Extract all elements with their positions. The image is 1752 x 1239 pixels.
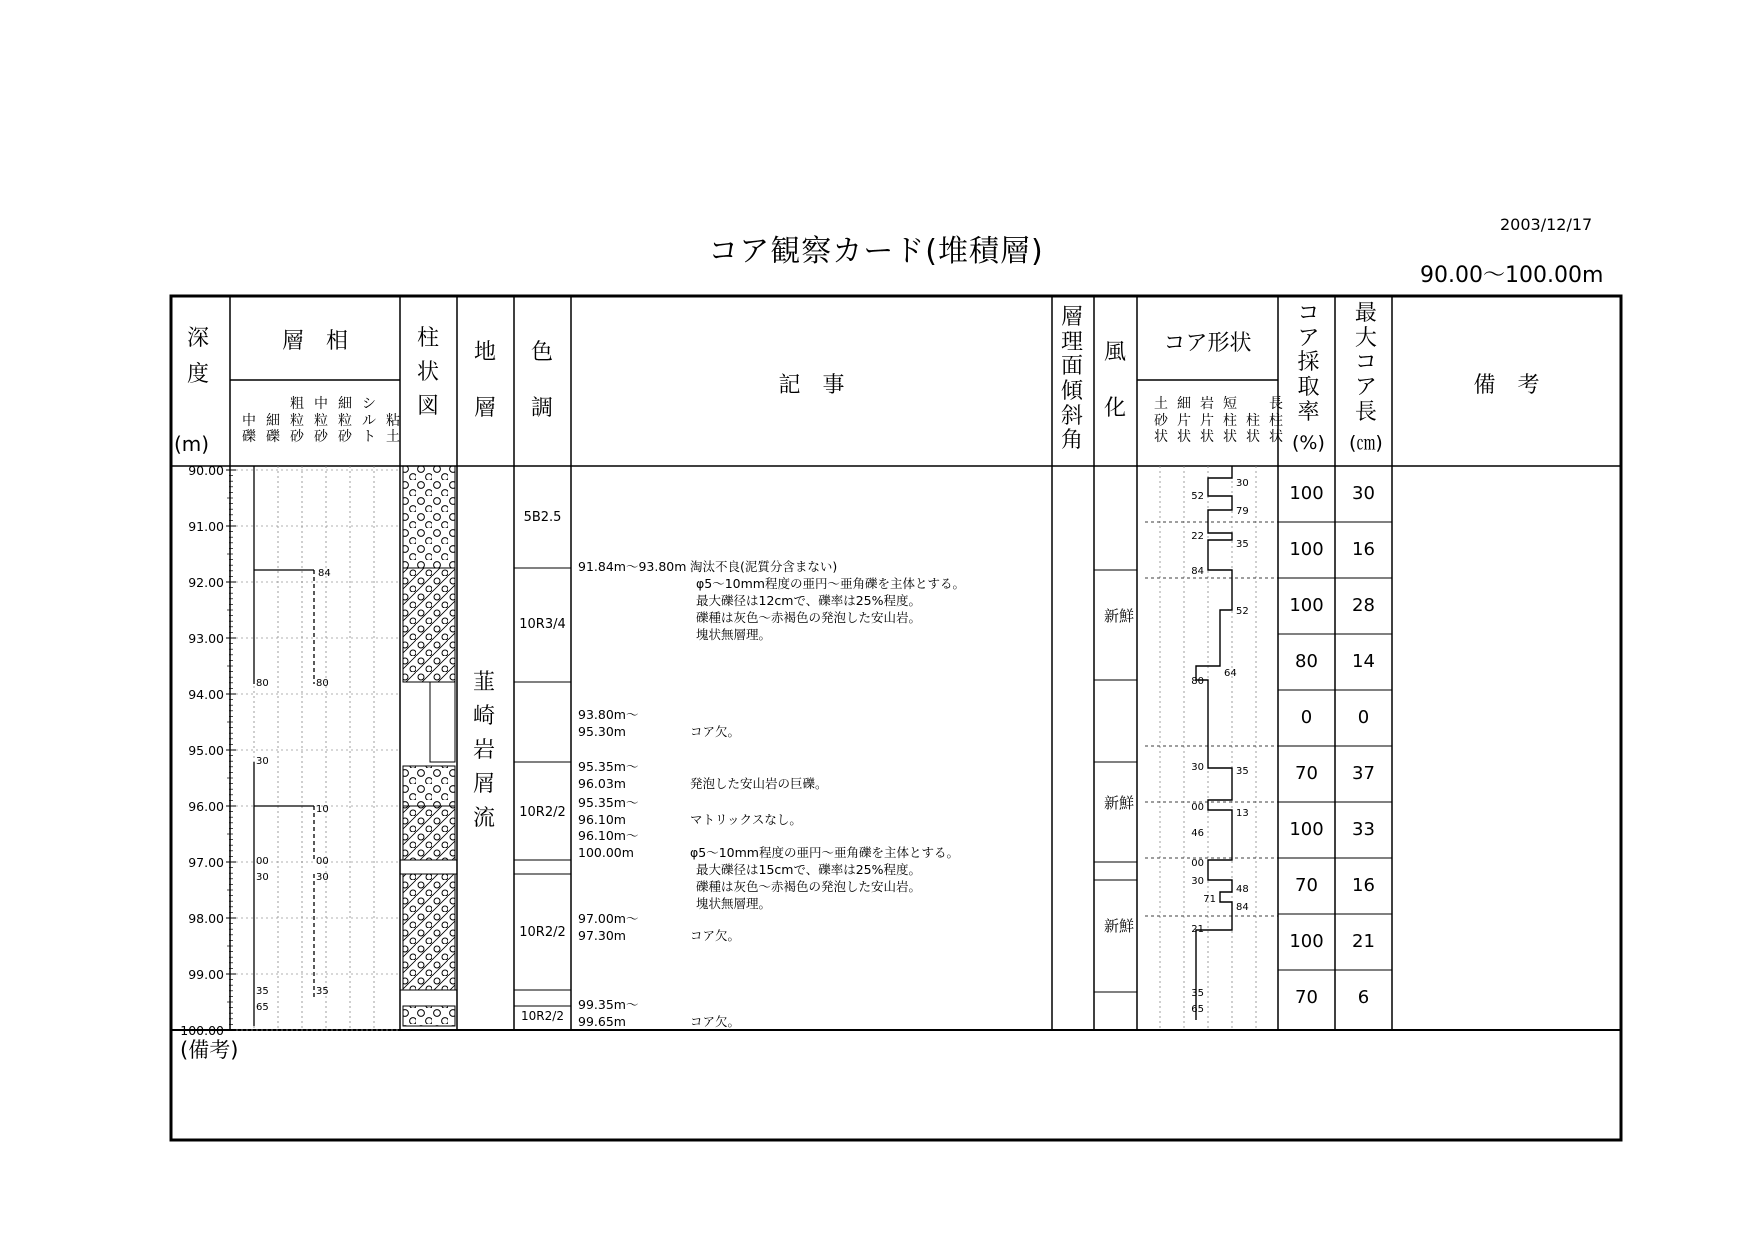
header-depth: 深 度 — [187, 326, 210, 387]
depth-tick-label: 93.00 — [188, 631, 224, 646]
row-value: 6 — [1357, 987, 1370, 1008]
depth-tick-label: 100.00 — [180, 1023, 224, 1038]
core-row-lines — [1145, 522, 1278, 916]
row-value: 100 — [1289, 931, 1324, 952]
date: 2003/12/17 — [1500, 215, 1593, 234]
header-max-core: 最 大 コ ア 長 (㎝) — [1349, 301, 1383, 455]
core-label: 71 — [1203, 894, 1216, 905]
row-value: 70 — [1295, 763, 1318, 784]
core-label: 35 — [1236, 766, 1249, 777]
row-value: 100 — [1289, 819, 1324, 840]
facies-label: 84 — [318, 568, 331, 579]
facies-label: 35 — [256, 986, 269, 997]
description-line: コア欠。 — [690, 724, 741, 739]
description-entry — [578, 706, 740, 740]
description-entry — [578, 827, 959, 912]
sub-header: 粘 土 — [386, 412, 400, 446]
sub-header: シ ル ト — [362, 396, 376, 446]
core-label: 22 — [1191, 531, 1204, 542]
core-label: 52 — [1191, 491, 1204, 502]
description-line: 最大礫径は15cmで、礫率は25%程度。 — [696, 862, 921, 877]
description-depth: 91.84m〜93.80m — [578, 559, 687, 574]
color-value: 10R2/2 — [519, 805, 566, 820]
description-line: マトリックスなし。 — [690, 812, 802, 827]
description-line: φ5〜10mm程度の亜円〜亜角礫を主体とする。 — [690, 845, 959, 860]
depth-tick-label: 94.00 — [188, 687, 224, 702]
row-value: 100 — [1289, 483, 1324, 504]
facies-label: 65 — [256, 1002, 269, 1013]
facies-label: 80 — [316, 678, 329, 689]
core-label: 00 — [1191, 858, 1204, 869]
description-depth: 99.35m〜 99.65m — [578, 997, 639, 1029]
color-value: 5B2.5 — [523, 510, 562, 525]
header-color: 色 調 — [531, 340, 554, 421]
facies-label: 30 — [256, 872, 269, 883]
description-entry — [578, 558, 965, 643]
facies-label: 80 — [256, 678, 269, 689]
core-labels — [1191, 478, 1248, 1015]
header-description: 記 事 — [778, 373, 845, 398]
core-label: 64 — [1224, 668, 1237, 679]
core-label: 35 — [1236, 539, 1249, 550]
depth-range: 90.00〜100.00m — [1420, 263, 1604, 288]
sub-header: 岩 片 状 — [1200, 396, 1214, 446]
core-label: 30 — [1236, 478, 1249, 489]
core-label: 46 — [1191, 828, 1204, 839]
row-value: 14 — [1352, 651, 1375, 672]
description-line: 塊状無層理。 — [696, 896, 772, 911]
description-depth: 95.35m〜 96.10m — [578, 795, 639, 827]
depth-tick-label: 97.00 — [188, 855, 224, 870]
facies-label: 00 — [316, 856, 329, 867]
header-dip: 層 理 面 傾 斜 角 — [1061, 305, 1084, 454]
row-value: 70 — [1295, 987, 1318, 1008]
columnar-section — [400, 466, 457, 1026]
row-value: 37 — [1352, 763, 1375, 784]
sub-header: 細 粒 砂 — [338, 396, 352, 446]
description-line: φ5〜10mm程度の亜円〜亜角礫を主体とする。 — [696, 576, 965, 591]
depth-tick-label: 96.00 — [188, 799, 224, 814]
description-entry — [578, 794, 802, 828]
weathering-value: 新鮮 — [1104, 607, 1135, 625]
description-line: 礫種は灰色〜赤褐色の発泡した安山岩。 — [696, 879, 922, 894]
description-line: 最大礫径は12cmで、礫率は25%程度。 — [696, 593, 921, 608]
header-facies-sub — [240, 398, 402, 446]
depth-tick-label: 92.00 — [188, 575, 224, 590]
row-value: 33 — [1352, 819, 1375, 840]
description-entry — [578, 996, 740, 1030]
core-shape-curve — [1196, 466, 1232, 1020]
description-line: 発泡した安山岩の巨礫。 — [690, 776, 828, 791]
remarks-label: (備考) — [180, 1038, 239, 1062]
row-value: 16 — [1352, 875, 1375, 896]
core-label: 13 — [1236, 808, 1249, 819]
facies-label: 30 — [256, 756, 269, 767]
description-entry — [578, 758, 828, 792]
facies-label: 35 — [316, 986, 329, 997]
depth-tick-label: 95.00 — [188, 743, 224, 758]
description-line: コア欠。 — [690, 1014, 741, 1029]
sub-header: 柱 状 — [1246, 412, 1260, 446]
description-depth: 96.10m〜100.00m — [578, 828, 639, 860]
row-value: 16 — [1352, 539, 1375, 560]
color-value: 10R3/4 — [519, 617, 566, 632]
core-label: 84 — [1236, 902, 1249, 913]
core-label: 00 — [1191, 802, 1204, 813]
facies-labels — [256, 568, 331, 1013]
core-label: 80 — [1191, 676, 1204, 687]
facies-label: 30 — [316, 872, 329, 883]
header-depth-unit: (m) — [174, 432, 210, 456]
sub-header: 短 柱 状 — [1223, 396, 1237, 446]
core-label: 35 — [1191, 988, 1204, 999]
depth-tick-label: 90.00 — [188, 463, 224, 478]
sub-header: 細 片 状 — [1177, 396, 1191, 446]
header-core-shape-sub — [1152, 398, 1285, 446]
page-title: コア観察カード(堆積層) — [708, 234, 1044, 269]
row-value: 28 — [1352, 595, 1375, 616]
weathering-value: 新鮮 — [1104, 794, 1135, 812]
row-value: 0 — [1357, 707, 1370, 728]
core-label: 48 — [1236, 884, 1249, 895]
stratum-name: 韮 崎 岩 屑 流 — [473, 670, 496, 831]
header-stratum: 地 層 — [474, 340, 497, 421]
facies-curve — [254, 466, 314, 1026]
description-line: コア欠。 — [690, 928, 741, 943]
sub-header: 粗 粒 砂 — [290, 396, 304, 446]
header-facies: 層 相 — [281, 329, 348, 354]
header-remarks: 備 考 — [1473, 373, 1540, 398]
row-value: 21 — [1352, 931, 1375, 952]
color-borders — [514, 568, 571, 1006]
header-weathering: 風 化 — [1104, 340, 1127, 421]
sub-header: 細 礫 — [266, 412, 280, 446]
core-label: 65 — [1191, 1004, 1204, 1015]
row-value: 0 — [1300, 707, 1313, 728]
core-label: 30 — [1191, 876, 1204, 887]
facies-label: 00 — [256, 856, 269, 867]
weathering-value: 新鮮 — [1104, 917, 1135, 935]
description-line: 礫種は灰色〜赤褐色の発泡した安山岩。 — [696, 610, 922, 625]
row-value: 70 — [1295, 875, 1318, 896]
depth-tick-label: 91.00 — [188, 519, 224, 534]
header-core-shape: コア形状 — [1163, 331, 1252, 356]
description-depth: 93.80m〜 95.30m — [578, 707, 639, 739]
sub-header: 中 礫 — [242, 412, 256, 446]
header-column: 柱 状 図 — [417, 326, 440, 419]
header-recovery: コ ア 採 取 率 (%) — [1292, 301, 1325, 455]
core-label: 84 — [1191, 566, 1204, 577]
facies-label: 10 — [316, 804, 329, 815]
sub-header: 長 柱 状 — [1269, 396, 1283, 446]
description-entry — [578, 910, 740, 944]
sub-header: 土 砂 状 — [1154, 396, 1168, 446]
core-label: 21 — [1191, 924, 1204, 935]
description-depth: 97.00m〜 97.30m — [578, 911, 639, 943]
sub-header: 中 粒 砂 — [314, 396, 328, 446]
depth-axis — [180, 463, 398, 1038]
depth-tick-label: 99.00 — [188, 967, 224, 982]
color-value: 10R2/2 — [519, 925, 566, 940]
description-line: 淘汰不良(泥質分含まない) — [690, 559, 838, 574]
row-value: 100 — [1289, 595, 1324, 616]
core-label: 79 — [1236, 506, 1249, 517]
description-line: 塊状無層理。 — [696, 627, 772, 642]
color-value: 10R2/2 — [521, 1009, 564, 1023]
core-label: 52 — [1236, 606, 1249, 617]
row-value: 30 — [1352, 483, 1375, 504]
core-label: 30 — [1191, 762, 1204, 773]
row-value: 100 — [1289, 539, 1324, 560]
depth-tick-label: 98.00 — [188, 911, 224, 926]
description-depth: 95.35m〜 96.03m — [578, 759, 639, 791]
row-value: 80 — [1295, 651, 1318, 672]
